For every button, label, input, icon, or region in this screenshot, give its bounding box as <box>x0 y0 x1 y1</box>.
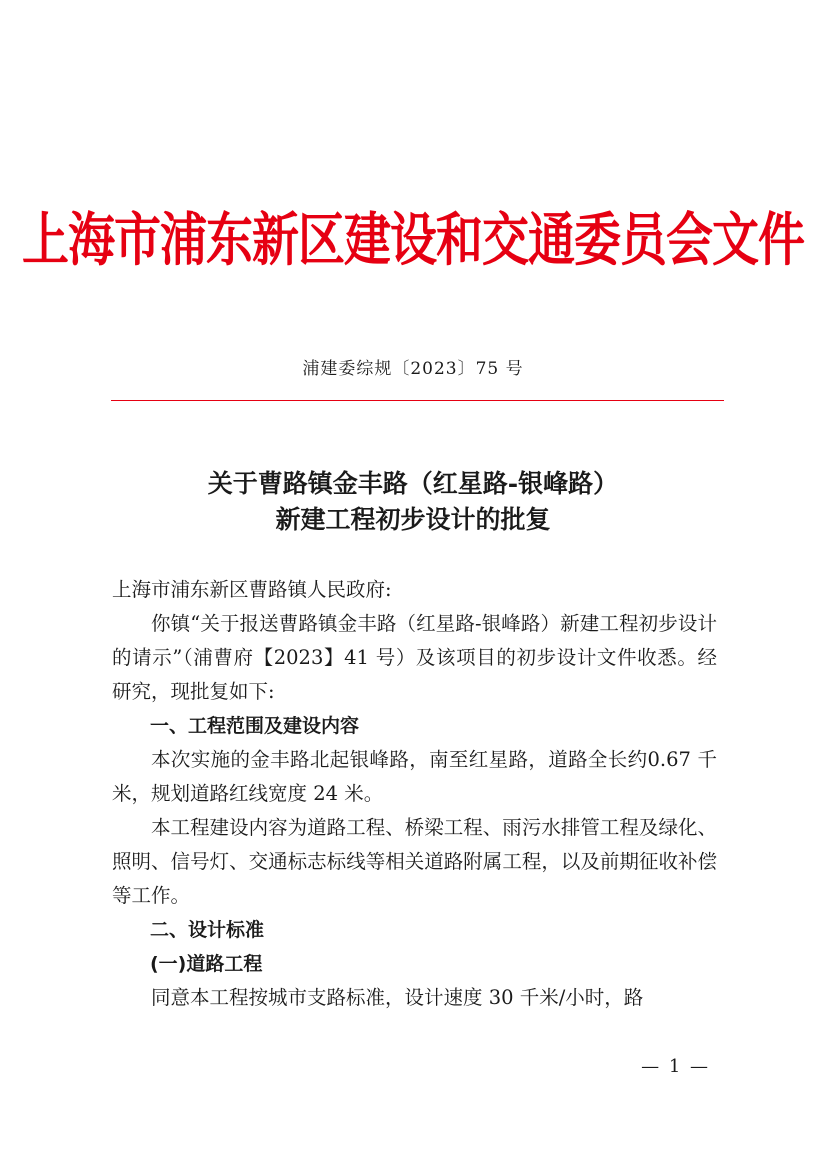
document-title <box>0 466 826 538</box>
section-2-heading: 二、设计标准 <box>150 919 265 941</box>
section-1-paragraph-2: 本工程建设内容为道路工程、桥梁工程、雨污水排管工程及绿化、照明、信号灯、交通标志标线等相关道路附属工程，以及前期征收补偿等工作。 <box>112 816 717 907</box>
intro-paragraph: 你镇“关于报送曹路镇金丰路（红星路-银峰路）新建工程初步设计的请示”（浦曹府【2023】41 号）及该项目的初步设计文件收悉。经研究，现批复如下: <box>112 612 717 703</box>
page-number: — 1 — <box>641 1056 710 1077</box>
title-line-1: 关于曹路镇金丰路（红星路-银峰路） <box>207 469 619 498</box>
section-2-paragraph-1: 同意本工程按城市支路标准，设计速度 30 千米/小时，路 <box>151 986 644 1009</box>
section-1-heading: 一、工程范围及建设内容 <box>150 715 360 737</box>
red-divider-line <box>111 400 724 401</box>
document-body <box>112 573 717 1015</box>
title-line-2: 新建工程初步设计的批复 <box>275 505 551 534</box>
section-2-subheading-1: (一)道路工程 <box>150 953 263 975</box>
document-masthead: 上海市浦东新区建设和交通委员会文件 <box>22 207 804 275</box>
section-1-paragraph-1: 本次实施的金丰路北起银峰路，南至红星路，道路全长约0.67 千米，规划道路红线宽度 24 米。 <box>112 748 717 805</box>
document-number: 浦建委综规〔2023〕75 号 <box>302 359 524 379</box>
addressee: 上海市浦东新区曹路镇人民政府: <box>112 578 392 601</box>
